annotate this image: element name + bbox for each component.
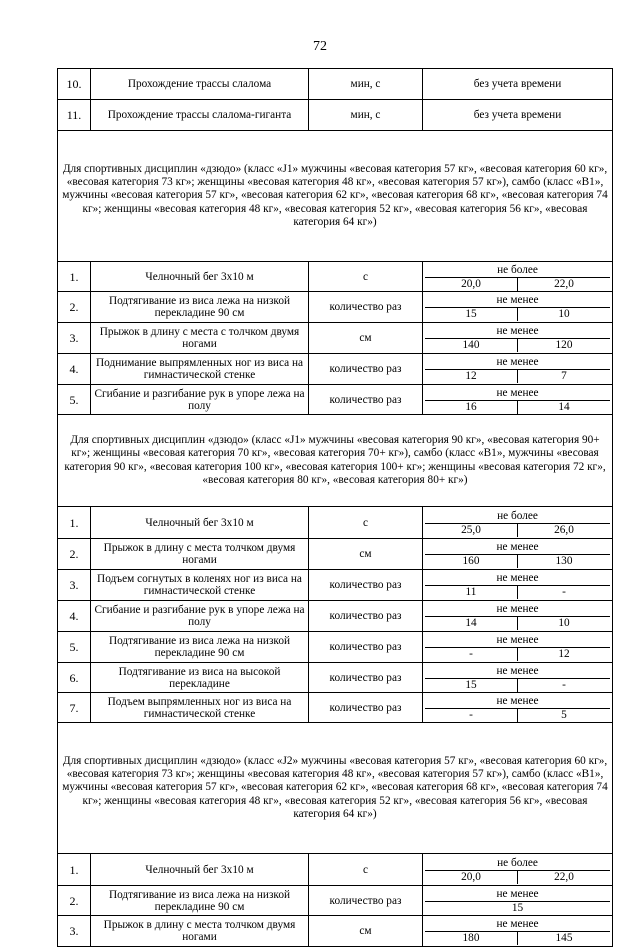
exercise-name: Сгибание и разгибание рук в упоре лежа на полу bbox=[91, 601, 309, 632]
unit-cell: см bbox=[309, 539, 423, 570]
value-pair bbox=[425, 555, 610, 568]
value-women: 14 bbox=[517, 401, 610, 414]
value-men: - bbox=[469, 648, 473, 660]
condition-label: не менее bbox=[425, 571, 610, 586]
value-cell bbox=[423, 539, 613, 570]
value-pair bbox=[425, 871, 610, 884]
value-men: 16 bbox=[465, 400, 477, 413]
condition-label: не менее bbox=[425, 540, 610, 555]
norms-table bbox=[57, 68, 613, 947]
value-pair bbox=[425, 524, 610, 537]
value-cell bbox=[423, 385, 613, 415]
unit-cell: количество раз bbox=[309, 632, 423, 663]
value-group bbox=[425, 324, 610, 352]
condition-label: не менее bbox=[425, 293, 610, 308]
exercise-name: Прыжок в длину с места толчком двумя ногами bbox=[91, 916, 309, 947]
exercise-name: Прыжок в длину с места с толчком двумя ногами bbox=[91, 323, 309, 354]
value-women: 130 bbox=[517, 555, 610, 568]
value-group bbox=[425, 887, 610, 915]
exercise-name: Поднимание выпрямленных ног из виса на гимнастической стенке bbox=[91, 354, 309, 385]
value-men: 15 bbox=[465, 308, 477, 320]
value-women: 5 bbox=[517, 709, 610, 722]
value-group bbox=[425, 263, 610, 291]
row-number: 4. bbox=[58, 601, 91, 632]
row-number: 1. bbox=[58, 262, 91, 292]
exercise-name: Подъем выпрямленных ног из виса на гимнастической стенке bbox=[91, 693, 309, 723]
value-group bbox=[425, 917, 610, 945]
condition-label: не менее bbox=[425, 887, 610, 902]
row-number: 1. bbox=[58, 507, 91, 539]
table-row bbox=[58, 323, 613, 354]
condition-label: не менее bbox=[425, 386, 610, 401]
row-number: 2. bbox=[58, 292, 91, 323]
value-women: 26,0 bbox=[517, 524, 610, 537]
value-group bbox=[425, 633, 610, 661]
value-group bbox=[425, 602, 610, 630]
exercise-name: Подтягивание из виса лежа на низкой перекладине 90 см bbox=[91, 886, 309, 916]
section-header-row bbox=[58, 723, 613, 854]
value-men: 11 bbox=[465, 586, 477, 598]
table-row bbox=[58, 262, 613, 292]
value-pair bbox=[425, 679, 610, 692]
table-row bbox=[58, 886, 613, 916]
value-group bbox=[425, 293, 610, 321]
exercise-name: Прохождение трассы слалома bbox=[91, 69, 309, 100]
value-pair bbox=[425, 401, 610, 414]
exercise-name: Подъем согнутых в коленях ног из виса на гимнастической стенке bbox=[91, 570, 309, 601]
row-number: 3. bbox=[58, 323, 91, 354]
value-cell bbox=[423, 693, 613, 723]
unit-cell: мин, с bbox=[309, 69, 423, 100]
condition-label: не более bbox=[425, 263, 610, 278]
norms-table-body bbox=[58, 69, 613, 947]
table-row bbox=[58, 539, 613, 570]
table-row bbox=[58, 354, 613, 385]
row-number: 6. bbox=[58, 663, 91, 693]
row-number: 10. bbox=[58, 69, 91, 100]
value-combined: 15 bbox=[511, 901, 524, 914]
value-women: 22,0 bbox=[517, 871, 610, 884]
unit-cell: см bbox=[309, 916, 423, 947]
row-number: 4. bbox=[58, 354, 91, 385]
row-number: 2. bbox=[58, 539, 91, 570]
unit-cell: количество раз bbox=[309, 292, 423, 323]
value-pair bbox=[425, 370, 610, 383]
value-group bbox=[425, 856, 610, 884]
section-header: Для спортивных дисциплин «дзюдо» (класс «J2» мужчины «весовая категория 57 кг», «весовая категория 60 кг», «весовая категория 73 кг»; женщины «весовая категория 48 кг», «весовая категория 57 кг»), самбо (класс «В1», мужчины «весовая категория 57 кг», «весовая категория 62 кг», «весовая категория 68 кг», «весовая категория 74 кг»; женщины «весовая категория 48 кг», «весовая категория 52 кг», «весовая категория 56 кг», «весовая категория 64 кг») bbox=[58, 723, 613, 854]
unit-cell: количество раз bbox=[309, 693, 423, 723]
unit-cell: количество раз bbox=[309, 886, 423, 916]
value-pair bbox=[425, 586, 610, 599]
table-row bbox=[58, 385, 613, 415]
condition-label: не менее bbox=[425, 917, 610, 932]
unit-cell: количество раз bbox=[309, 354, 423, 385]
row-number: 5. bbox=[58, 632, 91, 663]
value-men: 140 bbox=[462, 339, 480, 351]
condition-label: не менее bbox=[425, 633, 610, 648]
condition-label: не более bbox=[425, 856, 610, 871]
table-row bbox=[58, 693, 613, 723]
value-pair bbox=[425, 709, 610, 722]
unit-cell: мин, с bbox=[309, 100, 423, 131]
value-pair bbox=[425, 339, 610, 352]
row-number: 5. bbox=[58, 385, 91, 415]
value-group bbox=[425, 386, 610, 414]
value-cell bbox=[423, 632, 613, 663]
value-cell: без учета времени bbox=[423, 69, 613, 100]
table-row bbox=[58, 601, 613, 632]
value-group bbox=[425, 694, 610, 722]
value-pair bbox=[425, 617, 610, 630]
value-cell bbox=[423, 323, 613, 354]
value-men: 180 bbox=[462, 932, 480, 944]
value-cell bbox=[423, 262, 613, 292]
section-header-row bbox=[58, 415, 613, 507]
table-row bbox=[58, 100, 613, 131]
unit-cell: количество раз bbox=[309, 601, 423, 632]
value-men: 20,0 bbox=[461, 277, 481, 290]
exercise-name: Прохождение трассы слалома-гиганта bbox=[91, 100, 309, 131]
value-women: 10 bbox=[517, 308, 610, 321]
table-row bbox=[58, 632, 613, 663]
table-row bbox=[58, 854, 613, 886]
exercise-name: Прыжок в длину с места толчком двумя ногами bbox=[91, 539, 309, 570]
row-number: 11. bbox=[58, 100, 91, 131]
value-cell bbox=[423, 292, 613, 323]
value-cell bbox=[423, 916, 613, 947]
row-number: 1. bbox=[58, 854, 91, 886]
table-row bbox=[58, 69, 613, 100]
value-women: 145 bbox=[517, 932, 610, 945]
section-header-row bbox=[58, 131, 613, 262]
exercise-name: Челночный бег 3х10 м bbox=[91, 507, 309, 539]
value-men: 25,0 bbox=[461, 523, 481, 536]
value-cell bbox=[423, 663, 613, 693]
value-cell bbox=[423, 354, 613, 385]
unit-cell: с bbox=[309, 262, 423, 292]
value-women: - bbox=[517, 679, 610, 692]
value-group bbox=[425, 355, 610, 383]
row-number: 2. bbox=[58, 886, 91, 916]
page-number: 72 bbox=[313, 39, 327, 54]
unit-cell: с bbox=[309, 507, 423, 539]
value-cell bbox=[423, 601, 613, 632]
value-pair bbox=[425, 308, 610, 321]
unit-cell: количество раз bbox=[309, 570, 423, 601]
value-men: 12 bbox=[465, 370, 477, 382]
table-row bbox=[58, 916, 613, 947]
table-row bbox=[58, 570, 613, 601]
unit-cell: см bbox=[309, 323, 423, 354]
value-pair bbox=[425, 932, 610, 945]
row-number: 3. bbox=[58, 916, 91, 947]
row-number: 3. bbox=[58, 570, 91, 601]
table-row bbox=[58, 292, 613, 323]
row-number: 7. bbox=[58, 693, 91, 723]
exercise-name: Подтягивание из виса на высокой перекладине bbox=[91, 663, 309, 693]
value-group bbox=[425, 664, 610, 692]
value-men: 20,0 bbox=[461, 870, 481, 883]
condition-label: не менее bbox=[425, 694, 610, 709]
value-women: 10 bbox=[517, 617, 610, 630]
value-pair bbox=[425, 648, 610, 661]
value-women: 22,0 bbox=[517, 278, 610, 291]
value-cell bbox=[423, 507, 613, 539]
value-men: 15 bbox=[465, 678, 477, 691]
value-women: 7 bbox=[517, 370, 610, 383]
section-header: Для спортивных дисциплин «дзюдо» (класс «J1» мужчины «весовая категория 90 кг», «весовая категория 90+ кг»; женщины «весовая категория 70 кг», «весовая категория 70+ кг»), самбо (класс «В1», мужчины «весовая категория 90 кг», «весовая категория 100 кг», «весовая категория 100+ кг»; женщины «весовая категория 72 кг», «весовая категория 80 кг», «весовая категория 80+ кг») bbox=[58, 415, 613, 507]
value-cell: без учета времени bbox=[423, 100, 613, 131]
unit-cell: количество раз bbox=[309, 385, 423, 415]
exercise-name: Подтягивание из виса лежа на низкой перекладине 90 см bbox=[91, 632, 309, 663]
unit-cell: количество раз bbox=[309, 663, 423, 693]
condition-label: не менее bbox=[425, 355, 610, 370]
value-women: - bbox=[517, 586, 610, 599]
value-cell bbox=[423, 570, 613, 601]
value-pair bbox=[425, 278, 610, 291]
value-men: - bbox=[469, 708, 473, 721]
unit-cell: с bbox=[309, 854, 423, 886]
exercise-name: Челночный бег 3х10 м bbox=[91, 854, 309, 886]
exercise-name: Подтягивание из виса лежа на низкой перекладине 90 см bbox=[91, 292, 309, 323]
section-header: Для спортивных дисциплин «дзюдо» (класс «J1» мужчины «весовая категория 57 кг», «весовая категория 60 кг», «весовая категория 73 кг»; женщины «весовая категория 48 кг», «весовая категория 57 кг»), самбо (класс «В1», мужчины «весовая категория 57 кг», «весовая категория 62 кг», «весовая категория 68 кг», «весовая категория 74 кг»; женщины «весовая категория 48 кг», «весовая категория 52 кг», «весовая категория 56 кг», «весовая категория 64 кг») bbox=[58, 131, 613, 262]
condition-label: не менее bbox=[425, 664, 610, 679]
value-women: 120 bbox=[517, 339, 610, 352]
value-group bbox=[425, 509, 610, 537]
condition-label: не более bbox=[425, 509, 610, 524]
value-cell bbox=[423, 854, 613, 886]
table-row bbox=[58, 507, 613, 539]
value-group bbox=[425, 540, 610, 568]
value-group bbox=[425, 571, 610, 599]
condition-label: не менее bbox=[425, 602, 610, 617]
value-men: 14 bbox=[465, 617, 477, 629]
table-row bbox=[58, 663, 613, 693]
exercise-name: Челночный бег 3х10 м bbox=[91, 262, 309, 292]
value-women: 12 bbox=[517, 648, 610, 661]
exercise-name: Сгибание и разгибание рук в упоре лежа на полу bbox=[91, 385, 309, 415]
condition-label: не менее bbox=[425, 324, 610, 339]
value-men: 160 bbox=[462, 555, 480, 567]
value-cell bbox=[423, 886, 613, 916]
